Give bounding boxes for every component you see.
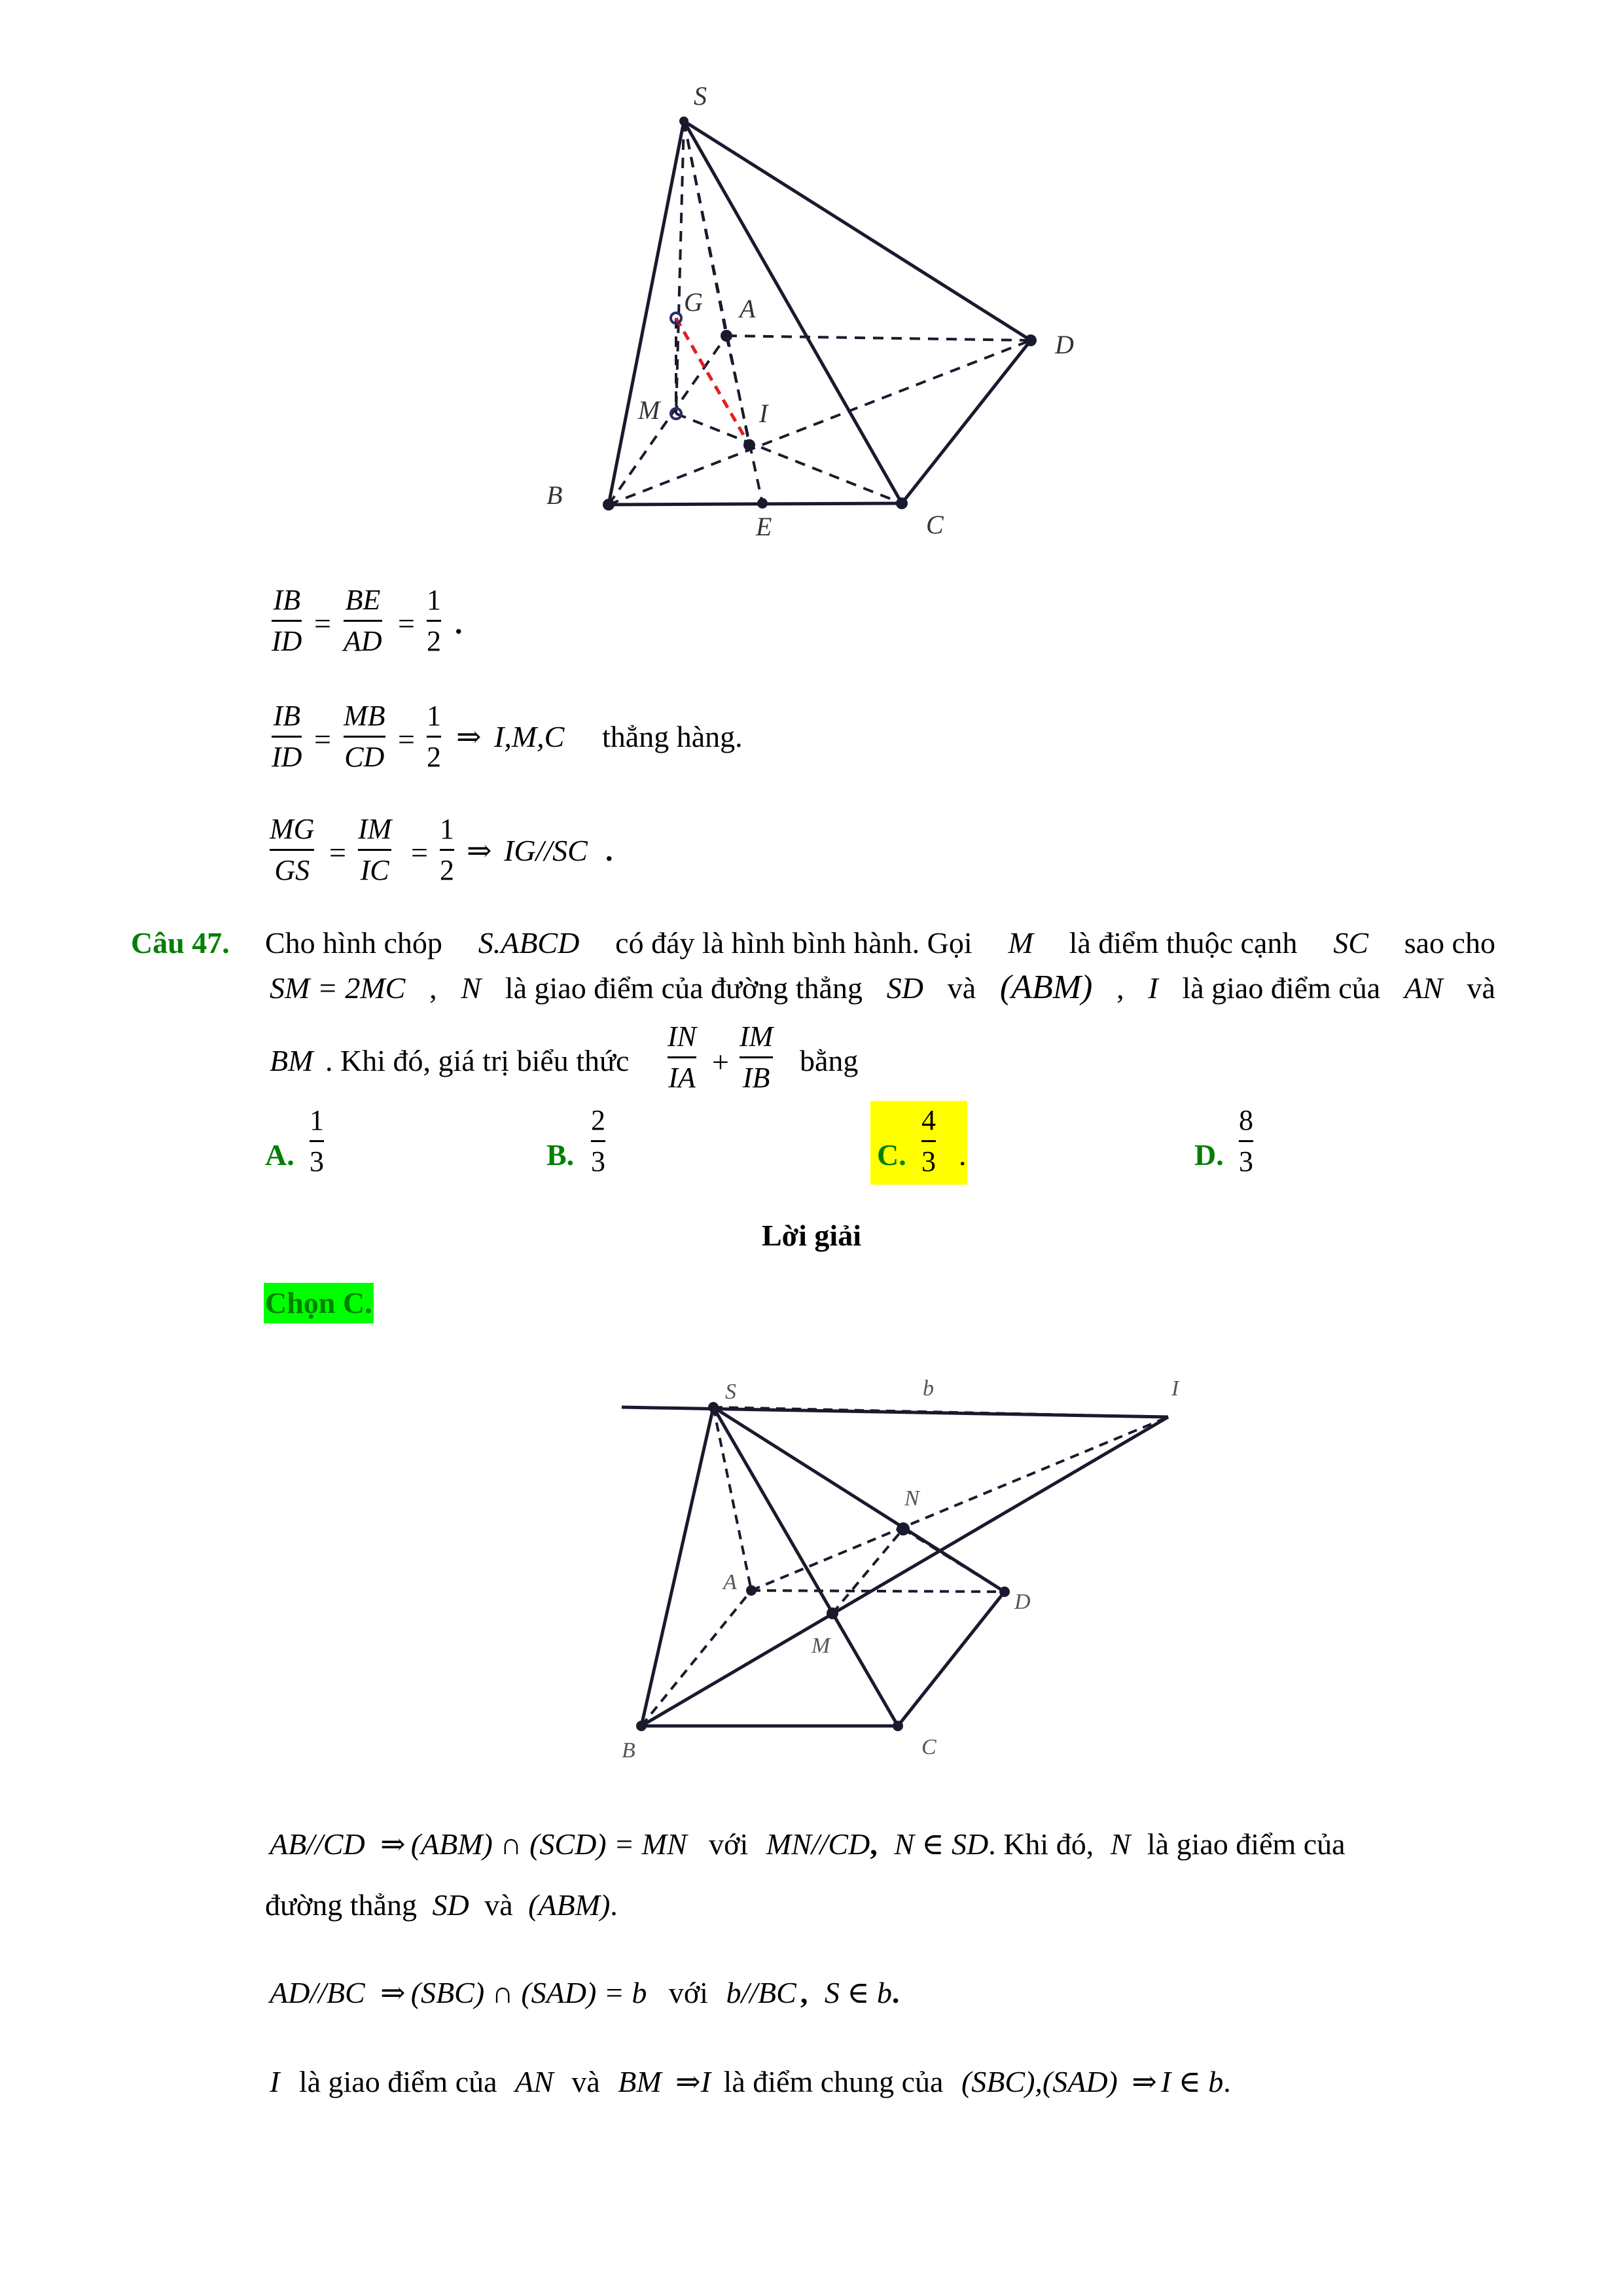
- solution-line-2: đường thẳng SD và (ABM).: [265, 1888, 618, 1922]
- edge-SM: [676, 121, 684, 414]
- edge-SB: [641, 1407, 713, 1726]
- point-S: [679, 117, 688, 126]
- label-N: N: [904, 1486, 919, 1511]
- edge-SI: [684, 121, 749, 445]
- label-I: I: [759, 399, 768, 428]
- point-D: [999, 1587, 1010, 1597]
- label-I: I: [1171, 1376, 1179, 1401]
- point-A: [721, 330, 732, 342]
- label-S: S: [694, 81, 707, 111]
- edge-SD: [684, 121, 1031, 340]
- edge-BC: [609, 503, 902, 505]
- label-M: M: [812, 1634, 830, 1658]
- edge-CD: [898, 1592, 1005, 1726]
- edge-MC: [676, 414, 902, 503]
- solution-line-1: AB//CD ⇒ (ABM) ∩ (SCD) = MN với MN//CD, N ∈ SD. Khi đó, N là giao điểm của: [270, 1827, 1346, 1861]
- label-A: A: [740, 294, 756, 323]
- solution-title: Lời giải: [762, 1219, 861, 1252]
- point-C: [896, 497, 908, 509]
- line-BI: [641, 1417, 1168, 1726]
- fraction-1-2: $\frac{1}{2}$: [427, 584, 441, 657]
- point-D: [1025, 334, 1037, 346]
- fraction-im-ib: $\frac{IM}{IB}$: [740, 1020, 774, 1094]
- label-C: C: [926, 510, 944, 539]
- edge-SC: [684, 121, 902, 503]
- label-D: D: [1055, 330, 1074, 359]
- label-D: D: [1014, 1590, 1031, 1614]
- label-E: E: [756, 512, 772, 541]
- question-line-2: SM = 2MC , N là giao điểm của đường thẳng SD và (ABM) , I là giao điểm của AN và: [270, 969, 1495, 1006]
- point-I: [743, 439, 755, 451]
- label-G: G: [684, 287, 703, 317]
- question-label: Câu 47.: [131, 926, 230, 960]
- label-C: C: [921, 1735, 936, 1759]
- point-B: [636, 1721, 647, 1731]
- solution-line-3: AD//BC ⇒ (SBC) ∩ (SAD) = b với b//BC , S ∈ b.: [270, 1976, 900, 2009]
- point-S: [708, 1402, 719, 1412]
- edge-AD: [751, 1590, 1005, 1592]
- point-E: [757, 498, 768, 509]
- edge-IG: [676, 318, 749, 445]
- point-C: [893, 1721, 903, 1731]
- fraction-in-ia: $\frac{IN}{IA}$: [668, 1020, 696, 1094]
- question-line-1: Cho hình chóp S.ABCD có đáy là hình bình hành. Gọi M là điểm thuộc cạnh SC sao cho: [265, 926, 1495, 960]
- point-B: [603, 499, 615, 511]
- fraction-be-ad: $\frac{BE}{AD}$: [344, 584, 382, 657]
- figure-pyramid-2: [609, 1361, 1198, 1767]
- point-A: [746, 1585, 757, 1596]
- point-N: [897, 1522, 910, 1535]
- edge-SA: [713, 1407, 751, 1590]
- edge-CD: [902, 340, 1031, 503]
- label-S: S: [725, 1380, 736, 1404]
- point-M: [827, 1607, 838, 1619]
- label-b: b: [923, 1376, 934, 1401]
- edge-SC: [713, 1407, 898, 1726]
- fraction-ib-id: $\frac{IB}{ID}$: [272, 584, 302, 657]
- label-B: B: [546, 480, 563, 510]
- label-B: B: [622, 1738, 635, 1763]
- solution-line-4: I là giao điểm của AN và BM ⇒I là điểm chung của (SBC),(SAD) ⇒ I ∈ b.: [270, 2065, 1231, 2098]
- figure-pyramid-1: [510, 72, 1139, 569]
- label-A: A: [723, 1570, 737, 1594]
- answer-choice: Chọn C.: [264, 1283, 374, 1323]
- edge-AD: [726, 336, 1031, 340]
- label-M: M: [638, 395, 660, 425]
